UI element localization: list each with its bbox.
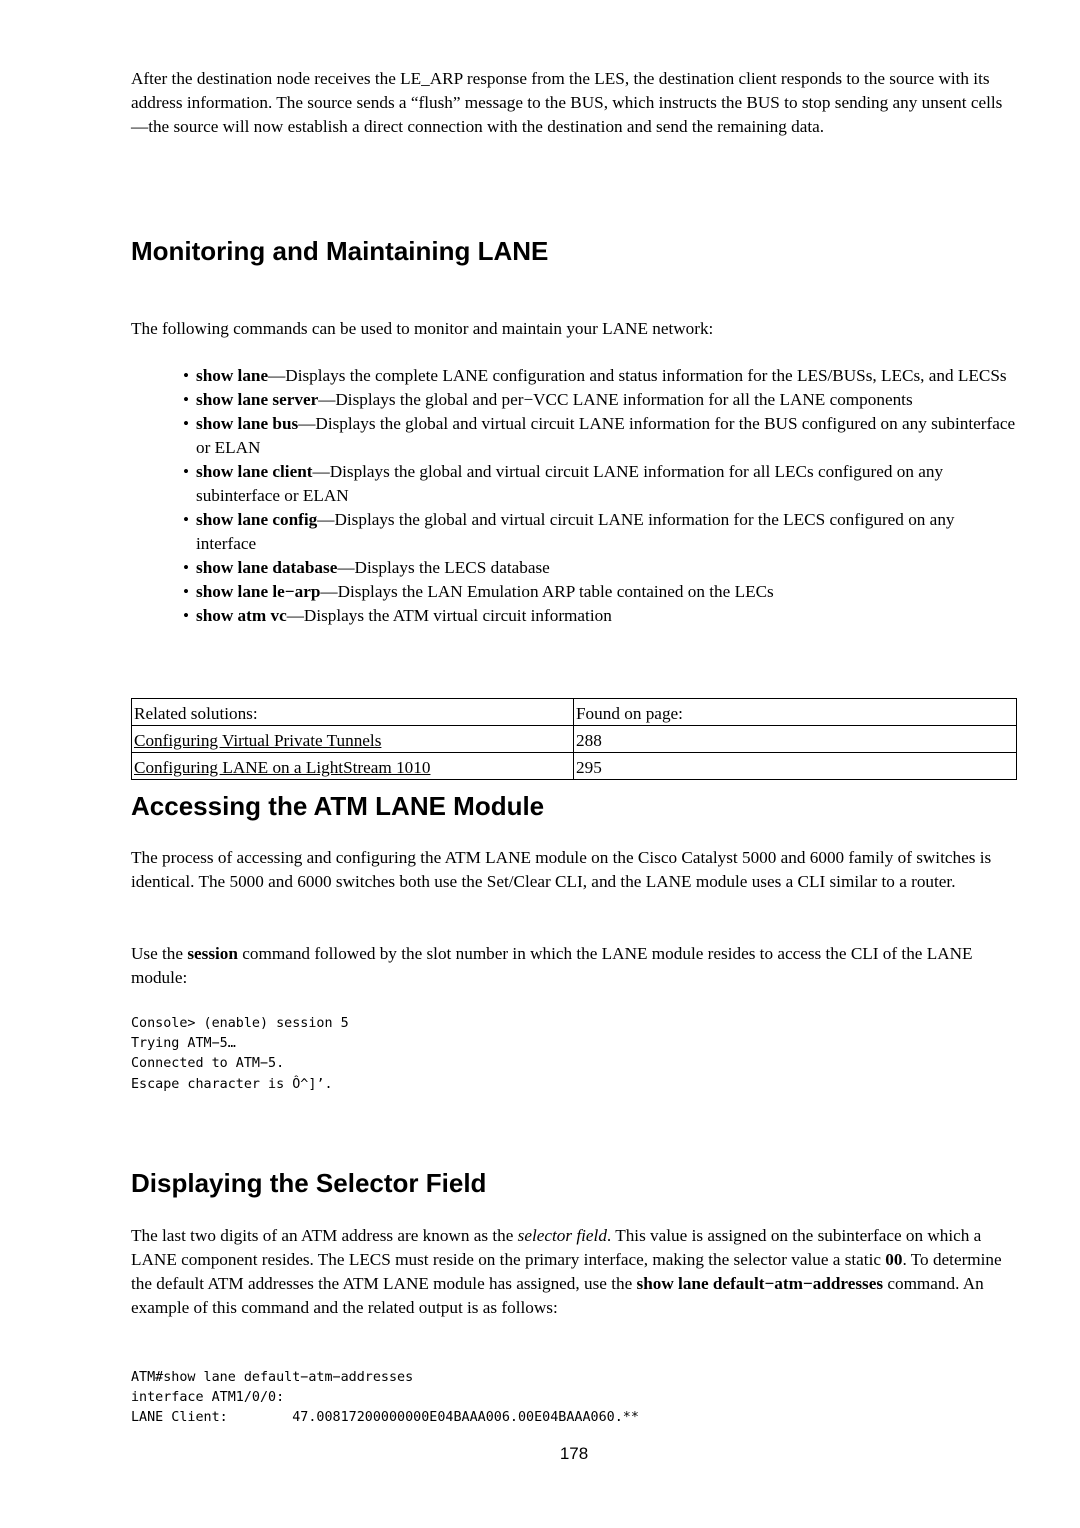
command-description: —Displays the global and virtual circuit LANE information for all LECs configured on any subinterface or ELAN [196, 462, 944, 505]
page-number-cell: 288 [574, 726, 1017, 753]
table-row [132, 753, 1017, 780]
command-name: show lane database [196, 558, 338, 577]
table-row [132, 726, 1017, 753]
related-link[interactable]: Configuring Virtual Private Tunnels [134, 731, 382, 750]
command-name: show atm vc [196, 606, 287, 625]
page-number-cell: 295 [574, 753, 1017, 780]
command-name: show lane config [196, 510, 318, 529]
selector-field-term: selector field [517, 1226, 607, 1245]
command-description: —Displays the global and virtual circuit LANE information for the LECS configured on any interface [196, 510, 955, 553]
bullet-icon: • [183, 582, 190, 601]
list-item [183, 388, 1017, 412]
selector-paragraph [131, 1224, 1015, 1320]
list-item [183, 604, 1017, 628]
list-item [183, 412, 1017, 460]
table-cell [132, 753, 574, 780]
bullet-icon: • [183, 462, 190, 481]
list-item [183, 508, 1017, 556]
text-span: command followed by the slot number in which the LANE module resides to access the CLI of the LANE module: [131, 944, 973, 987]
default-addresses-code-block: ATM#show lane default−atm−addresses interface ATM1/0/0: LANE Client: 47.00817200000000E04BAAA006.00E04BAAA060.** [131, 1370, 639, 1426]
command-list [183, 364, 1017, 628]
list-item [183, 556, 1017, 580]
table-cell [132, 726, 574, 753]
session-command: session [187, 944, 238, 963]
static-value: 00 [885, 1250, 903, 1269]
session-code-block: Console> (enable) session 5 Trying ATM−5… Connected to ATM−5. Escape character is Ô^]’. [131, 1016, 349, 1092]
header-related-solutions: Related solutions: [132, 699, 574, 726]
command-description: —Displays the global and per−VCC LANE information for all the LANE components [318, 390, 913, 409]
section-heading-selector: Displaying the Selector Field [131, 1168, 487, 1198]
command-description: —Displays the LAN Emulation ARP table contained on the LECs [320, 582, 774, 601]
list-item [183, 460, 1017, 508]
monitoring-intro: The following commands can be used to monitor and maintain your LANE network: [131, 319, 714, 338]
text-span: Use the [131, 944, 188, 963]
command-name: show lane le−arp [196, 582, 321, 601]
table-header-row [132, 699, 1017, 726]
bullet-icon: • [183, 414, 190, 433]
related-link[interactable]: Configuring LANE on a LightStream 1010 [134, 758, 431, 777]
bullet-icon: • [183, 390, 190, 409]
command-description: —Displays the global and virtual circuit LANE information for the BUS configured on any subinterface or ELAN [196, 414, 1016, 457]
text-span: . This value is assigned on the subinterface on which a LANE component resides. The LECS must reside on the primary interface, making the selector value a static [131, 1226, 982, 1269]
accessing-paragraph: The process of accessing and configuring the ATM LANE module on the Cisco Catalyst 5000 and 6000 family of switches is identical. The 5000 and 6000 switches both use the Set/Clear CLI, and the LANE module uses a CLI similar to a router. [131, 848, 992, 891]
command-description: —Displays the complete LANE configuration and status information for the LES/BUSs, LECs, and LECSs [268, 366, 1007, 385]
command-name: show lane [196, 366, 269, 385]
list-item [183, 580, 1017, 604]
bullet-icon: • [183, 366, 190, 385]
bullet-icon: • [183, 510, 190, 529]
intro-paragraph: After the destination node receives the LE_ARP response from the LES, the destination client responds to the source with its address information. The source sends a “flush” message to the BUS, which instructs the BUS to stop sending any unsent cells—the source will now establish a direct connection with the destination and send the remaining data. [131, 69, 1003, 136]
session-paragraph [131, 942, 1015, 990]
text-span: command. An example of this command and the related output is as follows: [131, 1274, 984, 1317]
header-found-on-page: Found on page: [574, 699, 1017, 726]
default-addresses-command: show lane default−atm−addresses [636, 1274, 884, 1293]
text-span: . To determine the default ATM addresses the ATM LANE module has assigned, use the [131, 1250, 1002, 1293]
bullet-icon: • [183, 558, 190, 577]
command-name: show lane bus [196, 414, 299, 433]
text-span: The last two digits of an ATM address are known as the [131, 1226, 518, 1245]
bullet-icon: • [183, 606, 190, 625]
section-heading-monitoring: Monitoring and Maintaining LANE [131, 236, 549, 266]
list-item [183, 364, 1017, 388]
command-description: —Displays the ATM virtual circuit information [286, 606, 612, 625]
command-name: show lane client [196, 462, 313, 481]
command-name: show lane server [196, 390, 319, 409]
section-heading-accessing: Accessing the ATM LANE Module [131, 791, 545, 821]
command-description: —Displays the LECS database [337, 558, 550, 577]
related-solutions-table [131, 698, 1017, 780]
page-number: 178 [559, 1444, 589, 1463]
